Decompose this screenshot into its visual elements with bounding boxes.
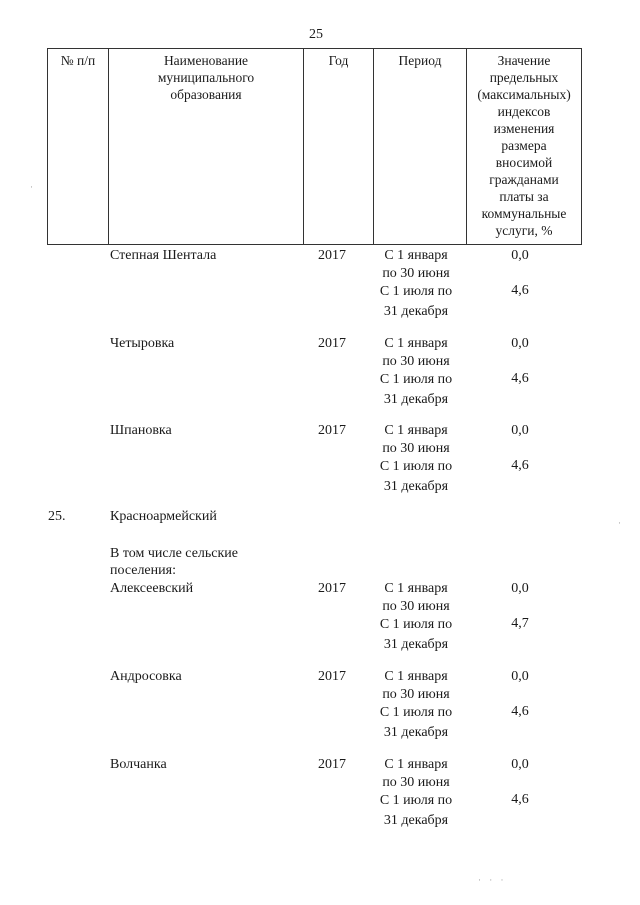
period-line: 31 декабря	[383, 304, 449, 319]
period-line: С 1 июля по	[379, 705, 453, 720]
value-second-half: 4,6	[511, 371, 529, 386]
period-line: по 30 июня	[382, 687, 450, 702]
period-line: 31 декабря	[383, 637, 449, 652]
header-col-value-line: индексов	[497, 104, 551, 119]
header-col-value-line: вносимой	[495, 155, 553, 170]
value-cell	[495, 335, 545, 388]
period-line: С 1 января	[384, 248, 448, 263]
value-first-half: 0,0	[511, 757, 529, 772]
period-line: по 30 июня	[382, 441, 450, 456]
district-name: Красноармейский	[110, 509, 217, 524]
value-cell	[495, 422, 545, 475]
period-line: С 1 июля по	[379, 372, 453, 387]
period-line: по 30 июня	[382, 775, 450, 790]
value-second-half: 4,6	[511, 704, 529, 719]
scan-speck: · · ·	[478, 875, 507, 885]
value-first-half: 0,0	[511, 336, 529, 351]
settlement-name: Четыровка	[110, 336, 175, 351]
value-first-half: 0,0	[511, 581, 529, 596]
value-cell	[495, 668, 545, 721]
header-col-number-label: № п/п	[60, 53, 96, 68]
scan-speck: ·	[618, 518, 621, 528]
value-first-half: 0,0	[511, 423, 529, 438]
period-line: С 1 января	[384, 757, 448, 772]
year-cell: 2017	[318, 336, 346, 351]
section-number: 25.	[48, 509, 66, 524]
header-col-value-line: платы за	[499, 189, 549, 204]
period-line: по 30 июня	[382, 266, 450, 281]
header-col-period	[374, 49, 467, 244]
period-cell	[366, 247, 466, 321]
period-line: С 1 января	[384, 336, 448, 351]
period-line: С 1 января	[384, 669, 448, 684]
period-cell	[366, 335, 466, 409]
header-col-value-line: изменения	[493, 121, 555, 136]
header-col-value-line: коммунальные	[481, 206, 567, 221]
header-col-name-line: образования	[170, 87, 242, 102]
period-line: по 30 июня	[382, 354, 450, 369]
value-second-half: 4,7	[511, 616, 529, 631]
settlement-name: Степная Шентала	[110, 248, 217, 263]
subsection-caption-line: В том числе сельские	[110, 546, 239, 561]
period-cell	[366, 580, 466, 654]
settlement-name: Шпановка	[110, 423, 172, 438]
settlement-name: Андросовка	[110, 669, 182, 684]
header-col-value-line: гражданами	[489, 172, 559, 187]
header-col-value-line: (максимальных)	[477, 87, 571, 102]
period-cell	[366, 668, 466, 742]
year-cell: 2017	[318, 423, 346, 438]
period-line: по 30 июня	[382, 599, 450, 614]
year-cell: 2017	[318, 248, 346, 263]
year-cell: 2017	[318, 669, 346, 684]
period-line: С 1 июля по	[379, 617, 453, 632]
subsection-caption	[110, 545, 270, 579]
period-line: 31 декабря	[383, 479, 449, 494]
subsection-caption-line: поселения:	[110, 563, 176, 578]
period-line: С 1 июля по	[379, 459, 453, 474]
value-cell	[495, 580, 545, 633]
settlement-name: Волчанка	[110, 757, 167, 772]
header-col-name	[109, 49, 304, 244]
settlement-name: Алексеевский	[110, 581, 194, 596]
value-cell	[495, 247, 545, 300]
year-cell: 2017	[318, 757, 346, 772]
header-col-value-line: предельных	[489, 70, 559, 85]
period-line: 31 декабря	[383, 725, 449, 740]
header-col-number	[48, 49, 109, 244]
header-col-value-line: размера	[501, 138, 547, 153]
value-second-half: 4,6	[511, 458, 529, 473]
header-col-period-label: Период	[398, 53, 442, 68]
period-line: С 1 января	[384, 581, 448, 596]
value-second-half: 4,6	[511, 283, 529, 298]
period-cell	[366, 422, 466, 496]
header-col-value-line: Значение	[497, 53, 551, 68]
value-cell	[495, 756, 545, 809]
table-header	[47, 48, 582, 245]
year-cell: 2017	[318, 581, 346, 596]
header-col-value-line: услуги, %	[495, 223, 553, 238]
header-col-year	[304, 49, 374, 244]
period-line: 31 декабря	[383, 392, 449, 407]
header-col-value	[467, 49, 581, 244]
value-first-half: 0,0	[511, 248, 529, 263]
page-number: 25	[309, 27, 323, 42]
value-second-half: 4,6	[511, 792, 529, 807]
scan-speck: ·	[30, 182, 33, 192]
header-col-year-label: Год	[328, 53, 349, 68]
value-first-half: 0,0	[511, 669, 529, 684]
period-line: 31 декабря	[383, 813, 449, 828]
period-line: С 1 июля по	[379, 793, 453, 808]
period-cell	[366, 756, 466, 830]
period-line: С 1 января	[384, 423, 448, 438]
header-col-name-line: Наименование	[163, 53, 249, 68]
period-line: С 1 июля по	[379, 284, 453, 299]
header-col-name-line: муниципального	[157, 70, 255, 85]
